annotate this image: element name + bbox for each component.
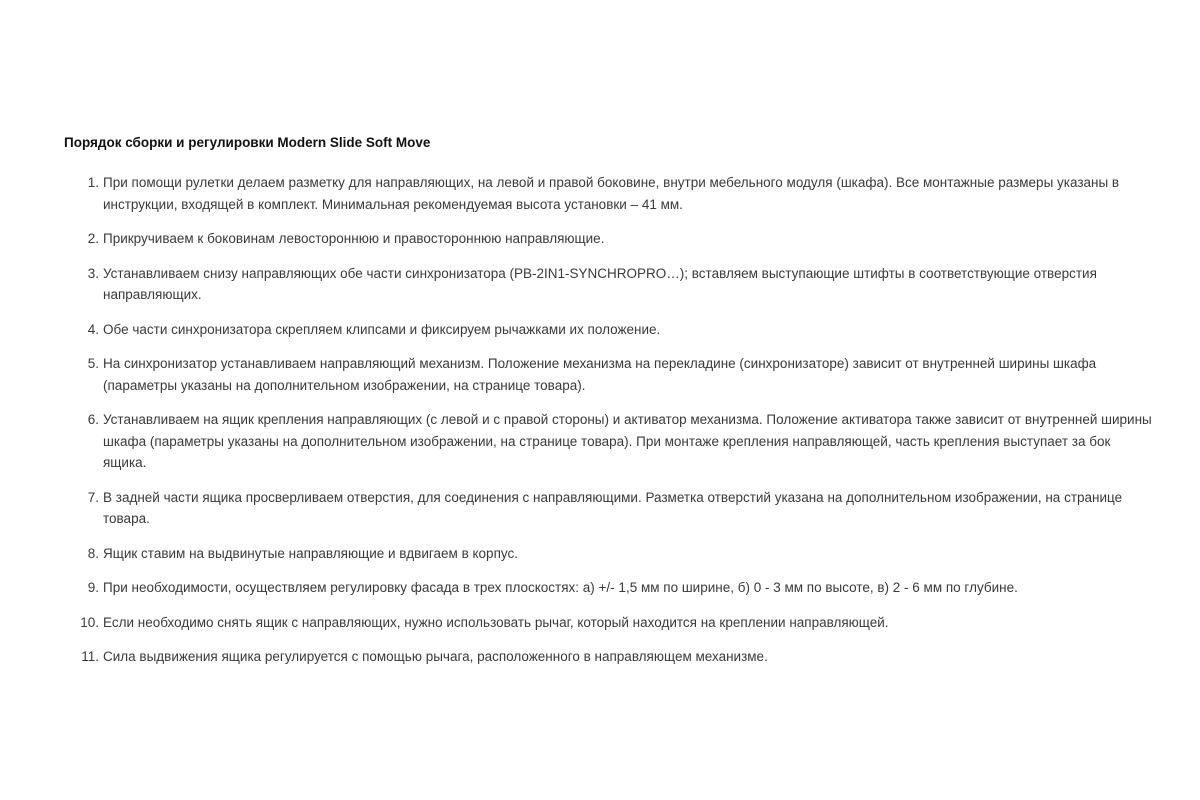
step-number: 1. xyxy=(87,175,99,190)
step-number: 6. xyxy=(87,412,99,427)
step-number: 2. xyxy=(87,231,99,246)
step-number: 4. xyxy=(87,321,99,337)
step-text: Устанавливаем снизу направляющих обе части синхронизатора (PB-2IN1-SYNCHROPRO…); вставляем выступающие штифты в соответствующие отверстия направляющих. xyxy=(103,265,1097,302)
step-text: Обе части синхронизатора скрепляем клипсами и фиксируем рычажками их положение. xyxy=(103,321,661,337)
list-item xyxy=(64,577,1154,599)
list-item xyxy=(64,263,1154,306)
step-text: При помощи рулетки делаем разметку для направляющих, на левой и правой боковине, внутри мебельного модуля (шкафа). Все монтажные размеры указаны в инструкции, входящей в комплект. Минимальная рекомендуемая высота установки – 41 мм. xyxy=(103,175,1120,212)
document-content xyxy=(64,134,1154,681)
list-item xyxy=(64,612,1154,634)
step-number: 8. xyxy=(87,545,99,561)
step-text: Ящик ставим на выдвинутые направляющие и вдвигаем в корпус. xyxy=(103,545,518,561)
step-number: 11. xyxy=(81,649,99,664)
step-number: 9. xyxy=(87,580,99,595)
list-item xyxy=(64,543,1154,565)
step-number: 10. xyxy=(80,614,99,630)
step-text: В задней части ящика просверливаем отверстия, для соединения с направляющими. Разметка отверстий указана на дополнительном изображении, на странице товара. xyxy=(103,489,1123,526)
step-text: Устанавливаем на ящик крепления направляющих (с левой и с правой стороны) и активатор механизма. Положение активатора также зависит от внутренней ширины шкафа (параметры указаны на дополнительном изображении, на странице товара). При монтаже крепления направляющей, часть крепления выступает за бок ящика. xyxy=(103,412,1152,470)
step-text: На синхронизатор устанавливаем направляющий механизм. Положение механизма на перекладине (синхронизаторе) зависит от внутренней ширины шкафа (параметры указаны на дополнительном изображении, на странице товара). xyxy=(103,356,1097,393)
list-item xyxy=(64,646,1154,668)
page-title: Порядок сборки и регулировки Modern Slide Soft Move xyxy=(64,135,431,150)
step-number: 7. xyxy=(87,489,99,505)
list-item xyxy=(64,228,1154,250)
step-text: Прикручиваем к боковинам левостороннюю и правостороннюю направляющие. xyxy=(103,231,605,246)
list-item xyxy=(64,353,1154,396)
step-text: Если необходимо снять ящик с направляющих, нужно использовать рычаг, который находится на креплении направляющей. xyxy=(103,614,889,630)
step-text: При необходимости, осуществляем регулировку фасада в трех плоскостях: а) +/- 1,5 мм по ширине, б) 0 - 3 мм по высоте, в) 2 - 6 мм по глубине. xyxy=(103,580,1018,595)
list-item xyxy=(64,487,1154,530)
step-text: Сила выдвижения ящика регулируется с помощью рычага, расположенного в направляющем механизме. xyxy=(103,649,768,664)
list-item xyxy=(64,172,1154,215)
step-number: 3. xyxy=(87,265,99,281)
list-item xyxy=(64,319,1154,341)
step-number: 5. xyxy=(87,356,99,371)
list-item xyxy=(64,409,1154,474)
steps-list xyxy=(64,172,1154,668)
